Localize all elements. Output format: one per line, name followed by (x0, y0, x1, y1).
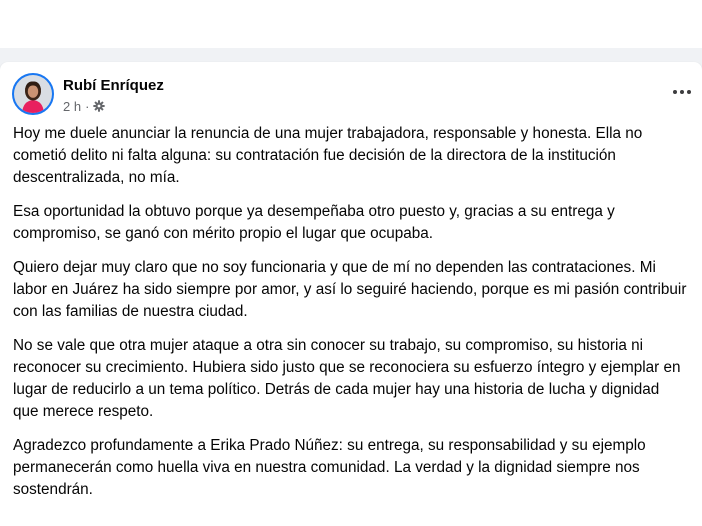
post-paragraph: Esa oportunidad la obtuvo porque ya desempeñaba otro puesto y, gracias a su entrega y compromiso, se ganó con mérito propio el lugar que ocupaba. (13, 203, 615, 242)
post-meta (63, 98, 105, 114)
avatar[interactable] (12, 73, 54, 115)
gear-icon[interactable] (93, 100, 105, 112)
post-time[interactable]: 2 h (63, 98, 82, 114)
more-icon-dot (673, 90, 677, 94)
more-icon-dot (680, 90, 684, 94)
avatar-photo (14, 75, 52, 113)
post-paragraph: No se vale que otra mujer ataque a otra sin conocer su trabajo, su compromiso, su historia ni reconocer su crecimiento. Hubiera sido justo que se reconociera su esfuerzo íntegro y ejemplar en lugar de reducirlo a un tema político. Detrás de cada mujer hay una historia de lucha y dignidad que merece respeto. (13, 337, 681, 420)
more-options-button[interactable] (668, 78, 696, 106)
post-text (13, 123, 688, 513)
post-paragraph: Quiero dejar muy claro que no soy funcionaria y que de mí no dependen las contrataciones. Mi labor en Juárez ha sido siempre por amor, y así lo seguiré haciendo, porque es mi pasión contribuir con las familias de nuestra ciudad. (13, 259, 687, 320)
post-paragraph: Hoy me duele anunciar la renuncia de una mujer trabajadora, responsable y honesta. Ella no cometió delito ni falta alguna: su contratación fue decisión de la directora de la institución descentralizada, no mía. (13, 125, 643, 186)
top-blank-area (0, 0, 702, 48)
meta-separator: · (85, 98, 90, 114)
more-icon-dot (687, 90, 691, 94)
author-name[interactable]: Rubí Enríquez (63, 77, 164, 94)
post-card (0, 62, 702, 526)
post-paragraph: Agradezco profundamente a Erika Prado Núñez: su entrega, su responsabilidad y su ejemplo permanecerán como huella viva en nuestra comunidad. La verdad y la dignidad siempre nos sostendrán. (13, 437, 646, 498)
